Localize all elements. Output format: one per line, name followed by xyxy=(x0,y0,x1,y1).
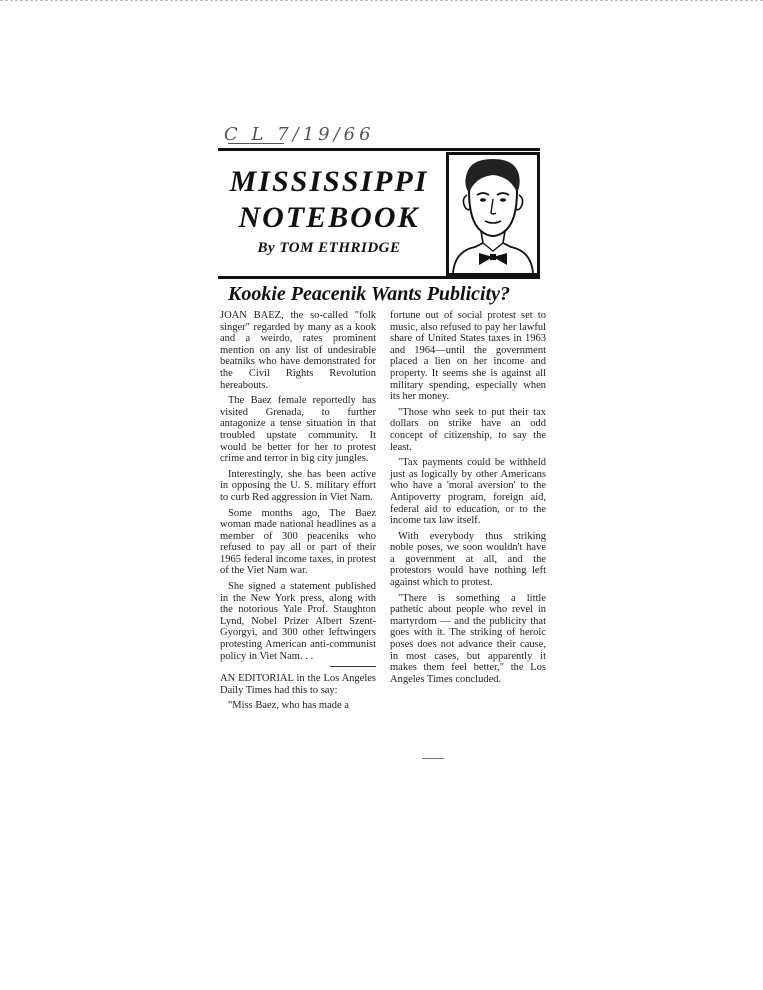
paragraph: "Those who seek to put their tax dollars on strike have an odd concept of citizenship, to say the least. xyxy=(390,406,546,453)
column-name-line2: NOTEBOOK xyxy=(238,201,420,234)
paragraph: She signed a statement published in the New York press, along with the notorious Yale Prof. Staughton Lynd, Nobel Prizer Albert Szent-Gyorgyi, and 300 other leftwingers protesting American anti-communist policy in Viet Nam. . . xyxy=(220,581,376,662)
byline: By TOM ETHRIDGE xyxy=(257,240,401,256)
masthead-bottom-rule xyxy=(218,276,540,279)
paragraph: "There is something a little pathetic about people who revel in martyrdom — and the publicity that goes with it. The striking of heroic poses does not advance their cause, in most cases, but apparently it makes them feel better," the Los Angeles Times concluded. xyxy=(390,592,546,685)
article-end-mark xyxy=(422,758,444,759)
paragraph: AN EDITORIAL in the Los Angeles Daily Times had this to say: xyxy=(220,673,376,696)
article-headline: Kookie Peacenik Wants Publicity? xyxy=(228,283,511,305)
paragraph: "Miss Baez, who has made a xyxy=(228,700,349,712)
paragraph: Some months ago, The Baez woman made national headlines as a member of 300 peaceniks who refused to pay all or part of their 1965 federal income taxes, in protest of the Viet Nam war. xyxy=(220,507,376,577)
paragraph: fortune out of social protest set to music, also refused to pay her lawful share of United States taxes in 1963 and 1964—until the government placed a lien on her income and property. It seems she is against all military spending, especially when its her money. xyxy=(390,310,546,403)
paragraph: "Tax payments could be withheld just as logically by other Americans who have a 'moral aversion' to the Antipoverty program, foreign aid, federal aid to education, or to the income tax law itself. xyxy=(390,457,546,527)
handwritten-date-note: C L 7/19/66 xyxy=(224,124,375,145)
page-top-dashed-edge xyxy=(0,0,763,1)
paragraph: Interestingly, she has been active in opposing the U. S. military effort to curb Red aggression in Viet Nam. xyxy=(220,468,376,503)
masthead-top-rule xyxy=(218,148,540,151)
newspaper-clipping xyxy=(218,126,552,766)
column-name xyxy=(218,164,440,236)
handwritten-underline xyxy=(228,143,284,144)
article-column-left xyxy=(220,310,376,716)
column-name-line1: MISSISSIPPI xyxy=(229,165,429,198)
paragraph: With everybody thus striking noble poses, we soon wouldn't have a government at all, and the protestors would have nothing left against which to protest. xyxy=(390,530,546,589)
article-column-right xyxy=(390,310,546,689)
man-portrait-sketch-icon xyxy=(449,155,537,273)
paragraph: The Baez female reportedly has visited Grenada, to further antagonize a tense situation in that troubled upstate community. It would be better for her to protest crime and terror in big city jungles. xyxy=(220,395,376,465)
section-separator xyxy=(330,666,376,667)
author-portrait xyxy=(446,152,540,276)
paragraph: JOAN BAEZ, the so-called "folk singer" regarded by many as a kook and a weirdo, rates prominent mention on any list of undesirable beatniks who have demonstrated for the Civil Rights Revolution hereabouts. xyxy=(220,310,376,391)
